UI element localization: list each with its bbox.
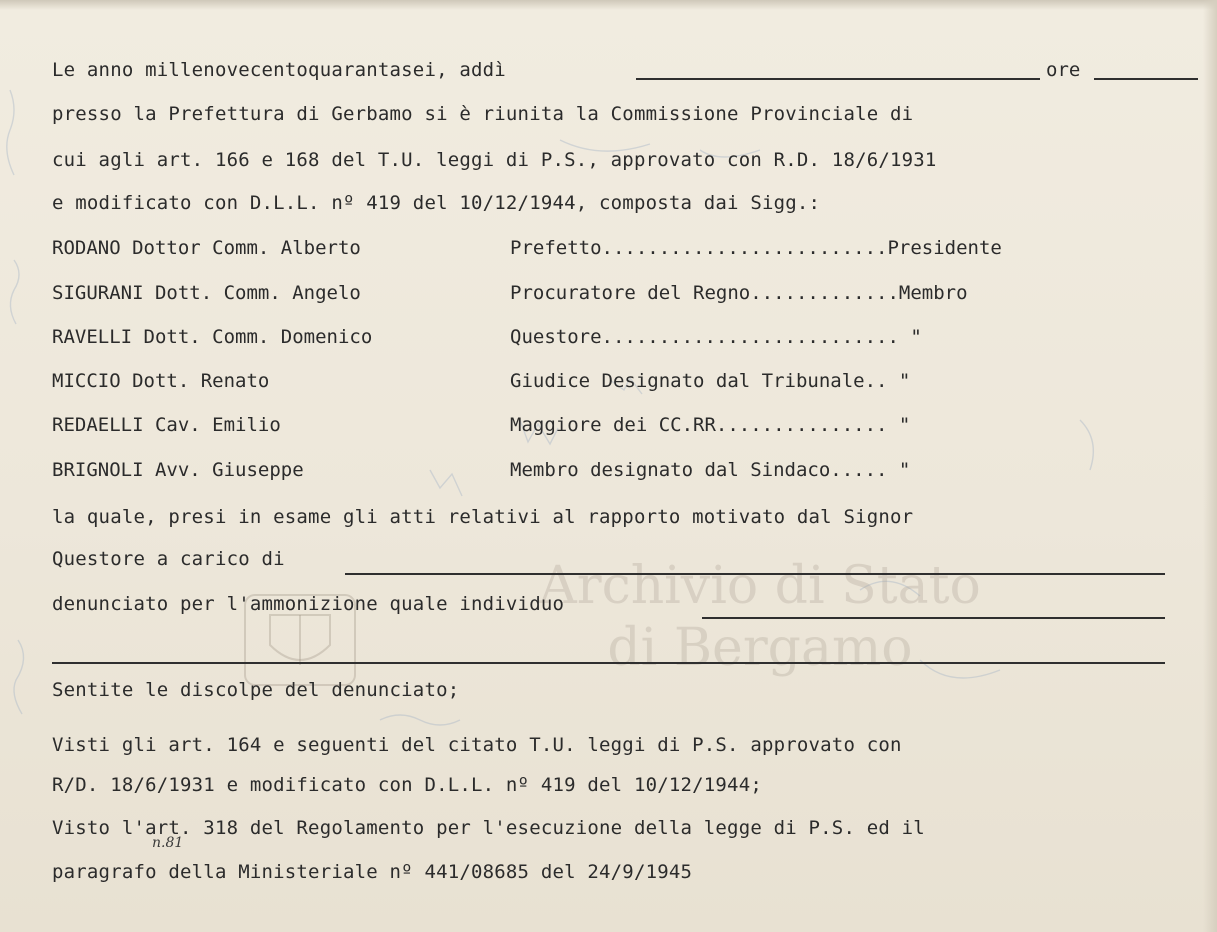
member-name: SIGURANI Dott. Comm. Angelo [52,282,361,304]
line-visto-1: Visto l'art. 318 del Regolamento per l'esecuzione della legge di P.S. ed il [52,817,925,839]
member-role: Procuratore del Regno.............Membro [510,282,968,304]
line-denunciato: denunciato per l'ammonizione quale individuo [52,593,565,615]
line-questore: Questore a carico di [52,548,285,570]
member-role: Prefetto.........................Presidente [510,237,1002,259]
line-modificato: e modificato con D.L.L. nº 419 del 10/12/1944, composta dai Sigg.: [52,192,821,214]
member-role: Giudice Designato dal Tribunale.. " [510,370,911,392]
blank-ore-rule [1094,78,1198,80]
watermark-line-1: Archivio di Stato [539,556,981,616]
member-name: MICCIO Dott. Renato [52,370,270,392]
line-visti-1: Visti gli art. 164 e seguenti del citato T.U. leggi di P.S. approvato con [52,734,902,756]
line-date: Le anno millenovecentoquarantasei, addì [52,59,506,81]
member-role: Membro designato dal Sindaco..... " [510,459,911,481]
line-sentite: Sentite le discolpe del denunciato; [52,679,460,701]
blank-date-rule [636,78,1040,80]
member-name: RAVELLI Dott. Comm. Domenico [52,326,373,348]
blank-full-rule [52,662,1165,664]
line-visti-2: R/D. 18/6/1931 e modificato con D.L.L. nº 419 del 10/12/1944; [52,774,762,796]
line-prefettura: presso la Prefettura di Gerbamo si è riunita la Commissione Provinciale di [52,103,914,125]
handwritten-note: n.81 [152,835,184,851]
member-name: BRIGNOLI Avv. Giuseppe [52,459,304,481]
line-ore: ore [1046,59,1081,81]
watermark-line-2: di Bergamo [607,618,913,678]
paper-top-shadow [0,0,1217,10]
line-quale: la quale, presi in esame gli atti relativi al rapporto motivato dal Signor [52,506,914,528]
blank-carico-rule [345,573,1165,575]
blank-individuo-rule [702,617,1165,619]
line-articles: cui agli art. 166 e 168 del T.U. leggi di P.S., approvato con R.D. 18/6/1931 [52,149,937,171]
member-role: Maggiore dei CC.RR............... " [510,414,911,436]
line-visto-2: paragrafo della Ministeriale nº 441/08685 del 24/9/1945 [52,861,693,883]
paper-right-shadow [1203,0,1217,932]
member-role: Questore.......................... " [510,326,922,348]
member-name: REDAELLI Cav. Emilio [52,414,281,436]
member-name: RODANO Dottor Comm. Alberto [52,237,361,259]
